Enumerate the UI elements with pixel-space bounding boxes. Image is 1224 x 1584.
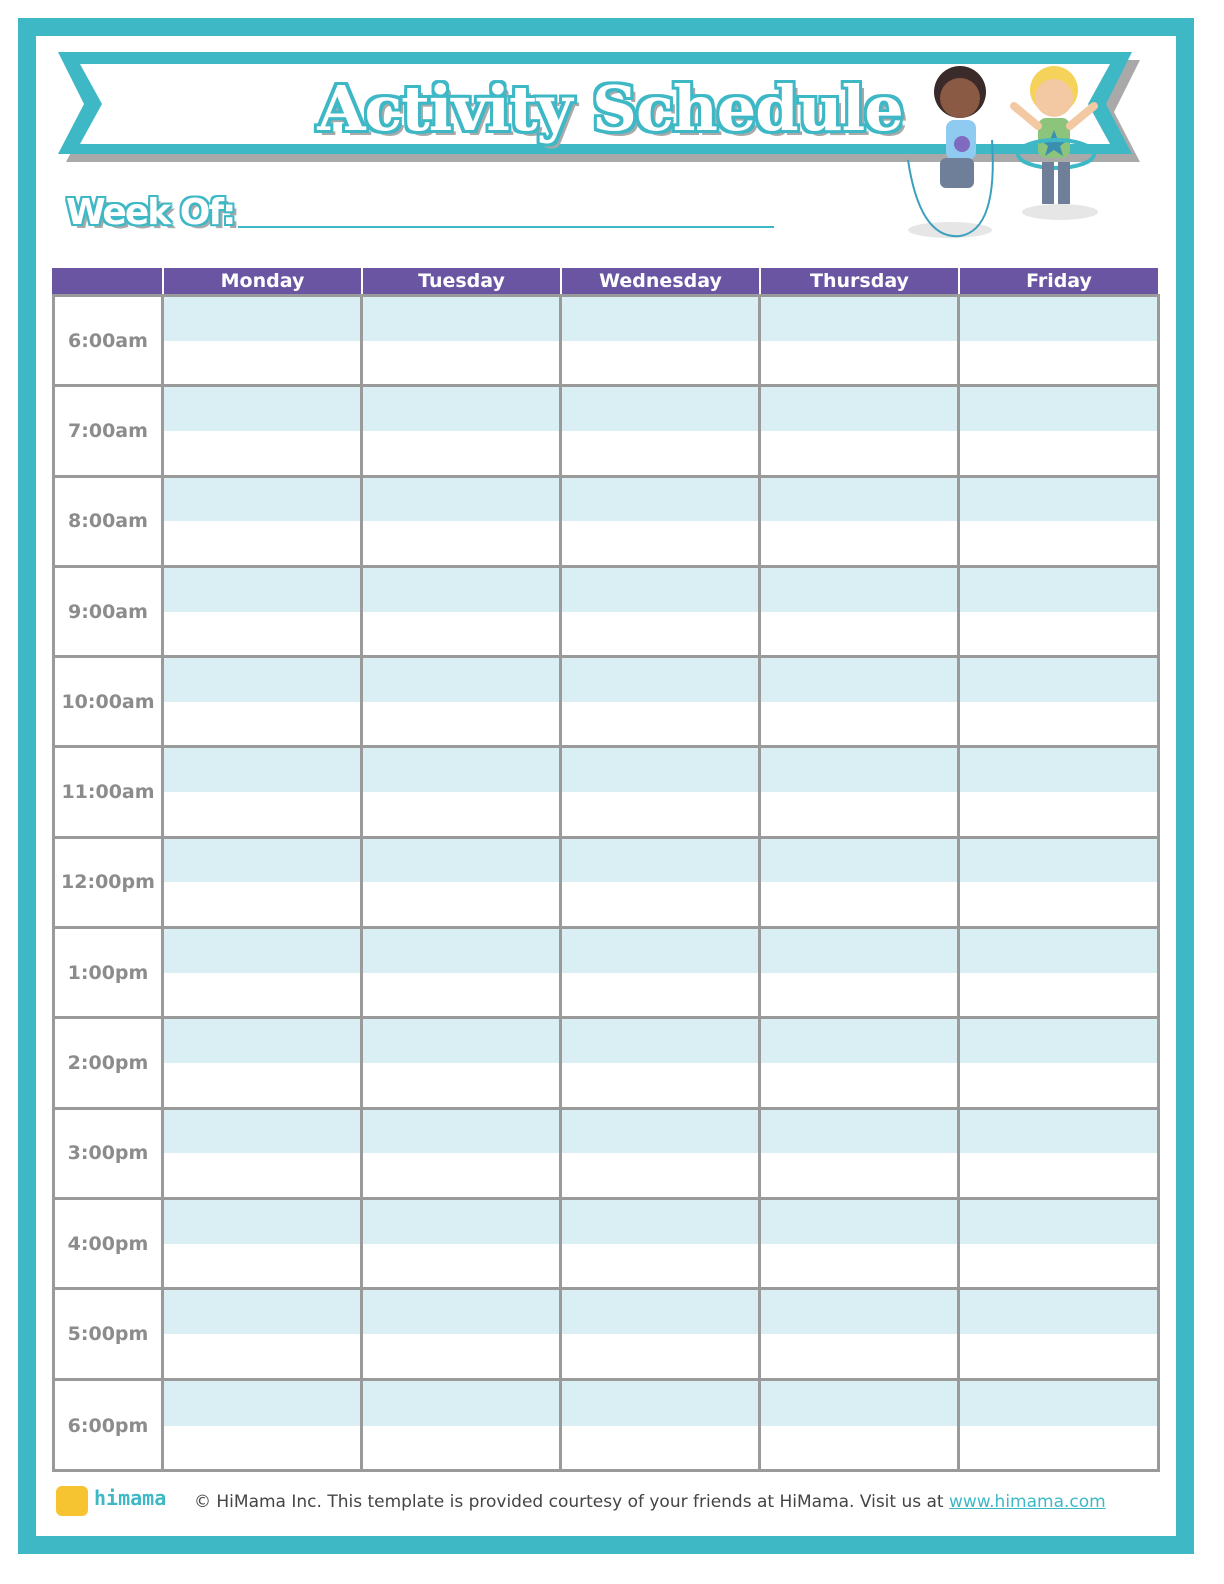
schedule-cell[interactable] bbox=[562, 748, 761, 835]
schedule-cell[interactable] bbox=[363, 1019, 562, 1106]
schedule-cell[interactable] bbox=[761, 839, 960, 926]
cell-shaded-band bbox=[164, 929, 360, 973]
time-label: 2:00pm bbox=[55, 1019, 164, 1106]
footer-copyright: © HiMama Inc. This template is provided courtesy of your friends at HiMama. Visit us at bbox=[194, 1492, 949, 1512]
schedule-cell[interactable] bbox=[164, 387, 363, 474]
cell-shaded-band bbox=[164, 658, 360, 702]
cell-shaded-band bbox=[164, 387, 360, 431]
cell-shaded-band bbox=[960, 839, 1157, 883]
himama-logo-icon bbox=[56, 1486, 88, 1516]
schedule-cell[interactable] bbox=[164, 297, 363, 384]
schedule-cell[interactable] bbox=[761, 1019, 960, 1106]
schedule-cell[interactable] bbox=[562, 1200, 761, 1287]
cell-shaded-band bbox=[960, 1110, 1157, 1154]
schedule-cell[interactable] bbox=[960, 1290, 1157, 1377]
schedule-cell[interactable] bbox=[761, 568, 960, 655]
cell-shaded-band bbox=[363, 1200, 559, 1244]
cell-shaded-band bbox=[562, 658, 758, 702]
schedule-cell[interactable] bbox=[363, 839, 562, 926]
cell-shaded-band bbox=[761, 1200, 957, 1244]
footer-text bbox=[194, 1492, 1106, 1512]
schedule-cell[interactable] bbox=[562, 478, 761, 565]
kids-illustration bbox=[890, 50, 1130, 250]
day-header: Monday bbox=[164, 268, 361, 294]
cell-shaded-band bbox=[363, 748, 559, 792]
time-row bbox=[55, 1019, 1157, 1109]
schedule-cell[interactable] bbox=[960, 387, 1157, 474]
cell-shaded-band bbox=[363, 1019, 559, 1063]
time-label: 5:00pm bbox=[55, 1290, 164, 1377]
cell-shaded-band bbox=[164, 1110, 360, 1154]
week-of-line bbox=[238, 226, 774, 228]
schedule-cell[interactable] bbox=[562, 1110, 761, 1197]
schedule-cell[interactable] bbox=[562, 658, 761, 745]
schedule-cell[interactable] bbox=[960, 1019, 1157, 1106]
time-row bbox=[55, 297, 1157, 387]
schedule-cell[interactable] bbox=[562, 568, 761, 655]
schedule-cell[interactable] bbox=[363, 929, 562, 1016]
page-title: Activity Schedule bbox=[317, 72, 903, 145]
schedule-cell[interactable] bbox=[761, 1290, 960, 1377]
cell-shaded-band bbox=[562, 297, 758, 341]
schedule-cell[interactable] bbox=[761, 1200, 960, 1287]
cell-shaded-band bbox=[562, 387, 758, 431]
schedule-cell[interactable] bbox=[363, 1200, 562, 1287]
cell-shaded-band bbox=[960, 1381, 1157, 1426]
schedule-cell[interactable] bbox=[164, 478, 363, 565]
cell-shaded-band bbox=[562, 1290, 758, 1334]
time-label: 4:00pm bbox=[55, 1200, 164, 1287]
cell-shaded-band bbox=[164, 1290, 360, 1334]
cell-shaded-band bbox=[761, 1290, 957, 1334]
cell-shaded-band bbox=[960, 929, 1157, 973]
schedule-cell[interactable] bbox=[164, 1200, 363, 1287]
cell-shaded-band bbox=[960, 748, 1157, 792]
schedule-cell[interactable] bbox=[164, 929, 363, 1016]
schedule-cell[interactable] bbox=[562, 1381, 761, 1471]
cell-shaded-band bbox=[562, 929, 758, 973]
time-label: 3:00pm bbox=[55, 1110, 164, 1197]
cell-shaded-band bbox=[761, 387, 957, 431]
schedule-cell[interactable] bbox=[562, 387, 761, 474]
schedule-cell[interactable] bbox=[164, 1110, 363, 1197]
schedule-cell[interactable] bbox=[562, 839, 761, 926]
schedule-cell[interactable] bbox=[164, 1019, 363, 1106]
cell-shaded-band bbox=[363, 1110, 559, 1154]
schedule-cell[interactable] bbox=[761, 658, 960, 745]
cell-shaded-band bbox=[761, 568, 957, 612]
schedule-cell[interactable] bbox=[562, 1019, 761, 1106]
cell-shaded-band bbox=[164, 1200, 360, 1244]
schedule-cell[interactable] bbox=[363, 387, 562, 474]
footer bbox=[56, 1484, 1160, 1520]
cell-shaded-band bbox=[562, 1381, 758, 1426]
cell-shaded-band bbox=[960, 478, 1157, 522]
schedule-cell[interactable] bbox=[363, 568, 562, 655]
cell-shaded-band bbox=[363, 839, 559, 883]
schedule-cell[interactable] bbox=[960, 839, 1157, 926]
cell-shaded-band bbox=[761, 297, 957, 341]
footer-link[interactable]: www.himama.com bbox=[949, 1492, 1106, 1512]
cell-shaded-band bbox=[562, 748, 758, 792]
cell-shaded-band bbox=[562, 568, 758, 612]
time-label: 12:00pm bbox=[55, 839, 164, 926]
cell-shaded-band bbox=[562, 478, 758, 522]
schedule-cell[interactable] bbox=[960, 1200, 1157, 1287]
time-label: 7:00am bbox=[55, 387, 164, 474]
cell-shaded-band bbox=[363, 387, 559, 431]
schedule-cell[interactable] bbox=[363, 1381, 562, 1471]
time-row bbox=[55, 1290, 1157, 1380]
schedule-cell[interactable] bbox=[960, 748, 1157, 835]
schedule-cell[interactable] bbox=[164, 1381, 363, 1471]
cell-shaded-band bbox=[363, 297, 559, 341]
cell-shaded-band bbox=[164, 1381, 360, 1426]
week-of-label: Week Of: bbox=[66, 192, 235, 233]
cell-shaded-band bbox=[562, 1110, 758, 1154]
schedule-cell[interactable] bbox=[164, 748, 363, 835]
schedule-cell[interactable] bbox=[363, 1110, 562, 1197]
schedule-cell[interactable] bbox=[363, 1290, 562, 1377]
day-header: Friday bbox=[960, 268, 1158, 294]
schedule-cell[interactable] bbox=[164, 658, 363, 745]
cell-shaded-band bbox=[164, 839, 360, 883]
schedule-cell[interactable] bbox=[164, 568, 363, 655]
time-label: 9:00am bbox=[55, 568, 164, 655]
cell-shaded-band bbox=[164, 478, 360, 522]
schedule-cell[interactable] bbox=[363, 478, 562, 565]
cell-shaded-band bbox=[761, 1381, 957, 1426]
schedule-cell[interactable] bbox=[562, 929, 761, 1016]
time-label: 6:00am bbox=[55, 297, 164, 384]
cell-shaded-band bbox=[363, 568, 559, 612]
time-row bbox=[55, 748, 1157, 838]
cell-shaded-band bbox=[562, 1200, 758, 1244]
schedule-cell[interactable] bbox=[363, 297, 562, 384]
cell-shaded-band bbox=[761, 929, 957, 973]
schedule-cell[interactable] bbox=[960, 297, 1157, 384]
cell-shaded-band bbox=[363, 658, 559, 702]
schedule-cell[interactable] bbox=[960, 478, 1157, 565]
cell-shaded-band bbox=[164, 297, 360, 341]
schedule-cell[interactable] bbox=[960, 568, 1157, 655]
schedule-cell[interactable] bbox=[562, 297, 761, 384]
schedule-cell[interactable] bbox=[960, 1381, 1157, 1471]
schedule-cell[interactable] bbox=[164, 1290, 363, 1377]
cell-shaded-band bbox=[960, 1290, 1157, 1334]
schedule-cell[interactable] bbox=[363, 658, 562, 745]
time-label: 11:00am bbox=[55, 748, 164, 835]
schedule-cell[interactable] bbox=[562, 1290, 761, 1377]
cell-shaded-band bbox=[363, 478, 559, 522]
time-row bbox=[55, 568, 1157, 658]
cell-shaded-band bbox=[960, 1019, 1157, 1063]
time-label: 6:00pm bbox=[55, 1381, 164, 1471]
cell-shaded-band bbox=[960, 387, 1157, 431]
schedule-cell[interactable] bbox=[761, 297, 960, 384]
cell-shaded-band bbox=[363, 929, 559, 973]
time-row bbox=[55, 839, 1157, 929]
time-row bbox=[55, 658, 1157, 748]
schedule-cell[interactable] bbox=[761, 1381, 960, 1471]
time-row bbox=[55, 1110, 1157, 1200]
header-corner bbox=[52, 268, 162, 294]
schedule-cell[interactable] bbox=[960, 929, 1157, 1016]
schedule-cell[interactable] bbox=[761, 748, 960, 835]
day-header: Tuesday bbox=[363, 268, 560, 294]
schedule-cell[interactable] bbox=[761, 929, 960, 1016]
cell-shaded-band bbox=[960, 658, 1157, 702]
cell-shaded-band bbox=[363, 1290, 559, 1334]
cell-shaded-band bbox=[960, 1200, 1157, 1244]
cell-shaded-band bbox=[562, 1019, 758, 1063]
cell-shaded-band bbox=[960, 297, 1157, 341]
day-header: Wednesday bbox=[562, 268, 759, 294]
cell-shaded-band bbox=[960, 568, 1157, 612]
day-header: Thursday bbox=[761, 268, 958, 294]
cell-shaded-band bbox=[761, 658, 957, 702]
schedule-cell[interactable] bbox=[960, 658, 1157, 745]
time-row bbox=[55, 478, 1157, 568]
day-header-row bbox=[52, 268, 1160, 294]
schedule-cell[interactable] bbox=[960, 1110, 1157, 1197]
time-label: 8:00am bbox=[55, 478, 164, 565]
time-row bbox=[55, 387, 1157, 477]
cell-shaded-band bbox=[164, 748, 360, 792]
himama-logo-text: himama bbox=[94, 1486, 167, 1510]
schedule-grid bbox=[52, 294, 1160, 1472]
schedule-cell[interactable] bbox=[164, 839, 363, 926]
time-row bbox=[55, 1381, 1157, 1471]
cell-shaded-band bbox=[761, 478, 957, 522]
schedule-cell[interactable] bbox=[761, 1110, 960, 1197]
cell-shaded-band bbox=[761, 1019, 957, 1063]
time-label: 1:00pm bbox=[55, 929, 164, 1016]
cell-shaded-band bbox=[164, 1019, 360, 1063]
time-row bbox=[55, 929, 1157, 1019]
cell-shaded-band bbox=[761, 1110, 957, 1154]
cell-shaded-band bbox=[164, 568, 360, 612]
time-row bbox=[55, 1200, 1157, 1290]
schedule-cell[interactable] bbox=[761, 387, 960, 474]
schedule-cell[interactable] bbox=[363, 748, 562, 835]
cell-shaded-band bbox=[363, 1381, 559, 1426]
cell-shaded-band bbox=[761, 748, 957, 792]
cell-shaded-band bbox=[761, 839, 957, 883]
time-label: 10:00am bbox=[55, 658, 164, 745]
schedule-cell[interactable] bbox=[761, 478, 960, 565]
cell-shaded-band bbox=[562, 839, 758, 883]
